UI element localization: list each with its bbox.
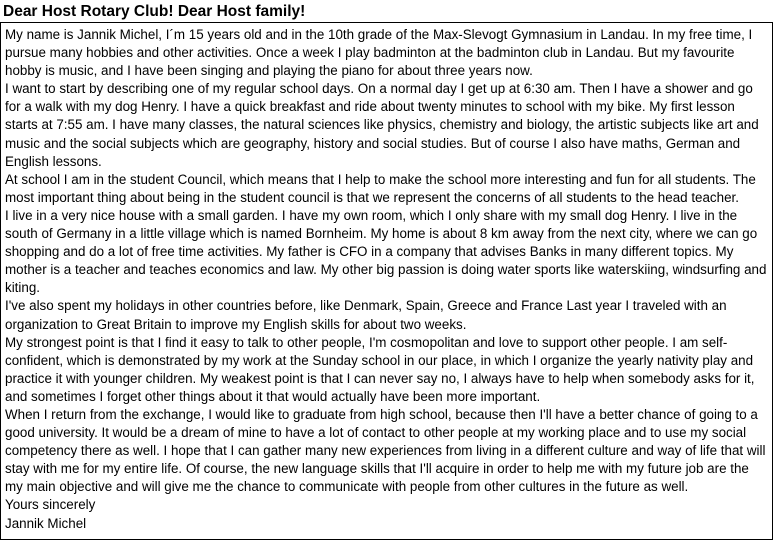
paragraph-travel: I've also spent my holidays in other countries before, like Denmark, Spain, Greece and France Last year I traveled with an organization to Great Britain to improve my English skills for about two weeks. <box>5 298 727 332</box>
letter-title: Dear Host Rotary Club! Dear Host family! <box>3 3 306 20</box>
letter-body <box>0 22 773 540</box>
paragraph-home-family: I live in a very nice house with a small garden. I have my own room, which I only share with my small dog Henry. I live in the south of Germany in a little village which is named Bornheim. My home is about 8 km away from the next city, where we can go shopping and do a lot of free time activities. My father is CFO in a company that advises Banks in many different topics. My mother is a teacher and teaches economics and law. My other big passion is doing water sports like waterskiing, windsurfing and kiting. <box>5 207 767 296</box>
paragraph-strengths-weaknesses: My strongest point is that I find it easy to talk to other people, I'm cosmopolitan and love to support other people. I am self-confident, which is demonstrated by my work at the Sunday school in our place, in which I organize the yearly nativity play and practice it with younger children. My weakest point is that I can never say no, I always have to help when somebody asks for it, and sometimes I forget other things about it that would actually have been more important. <box>5 334 755 404</box>
paragraph-school-day: I want to start by describing one of my regular school days. On a normal day I get up at 6:30 am. Then I have a shower and go for a walk with my dog Henry. I have a quick breakfast and ride about twenty minutes to school with my bike. My first lesson starts at 7:55 am. I have many classes, the natural sciences like physics, chemistry and biology, the artistic subjects like art and music and the social subjects which are geography, history and social studies. But of course I also have maths, German and English lessons. <box>5 81 759 169</box>
paragraph-student-council: At school I am in the student Council, which means that I help to make the school more interesting and fun for all students. The most important thing about being in the student council is that we represent the concerns of all students to the head teacher. <box>5 171 756 205</box>
paragraph-introduction: My name is Jannik Michel, I´m 15 years old and in the 10th grade of the Max-Slevogt Gymnasium in Landau. In my free time, I pursue many hobbies and other activities. Once a week I play badminton at the badminton club in Landau. But my favourite hobby is music, and I have been singing and playing the piano for about three years now. <box>5 27 753 79</box>
letter-closing: Yours sincerely <box>5 497 96 513</box>
letter-signature: Jannik Michel <box>5 515 87 531</box>
paragraph-goals: When I return from the exchange, I would like to graduate from high school, because then I'll have a better chance of going to a good university. It would be a dream of mine to have a lot of contact to other people at my working place and to use my social competency there as well. I hope that I can gather many new experiences from living in a different culture and way of life that will stay with me for my entire life. Of course, the new language skills that I'll acquire in order to help me with my future job are the my main objective and will give me the chance to communicate with people from other cultures in the future as well. <box>5 406 766 495</box>
